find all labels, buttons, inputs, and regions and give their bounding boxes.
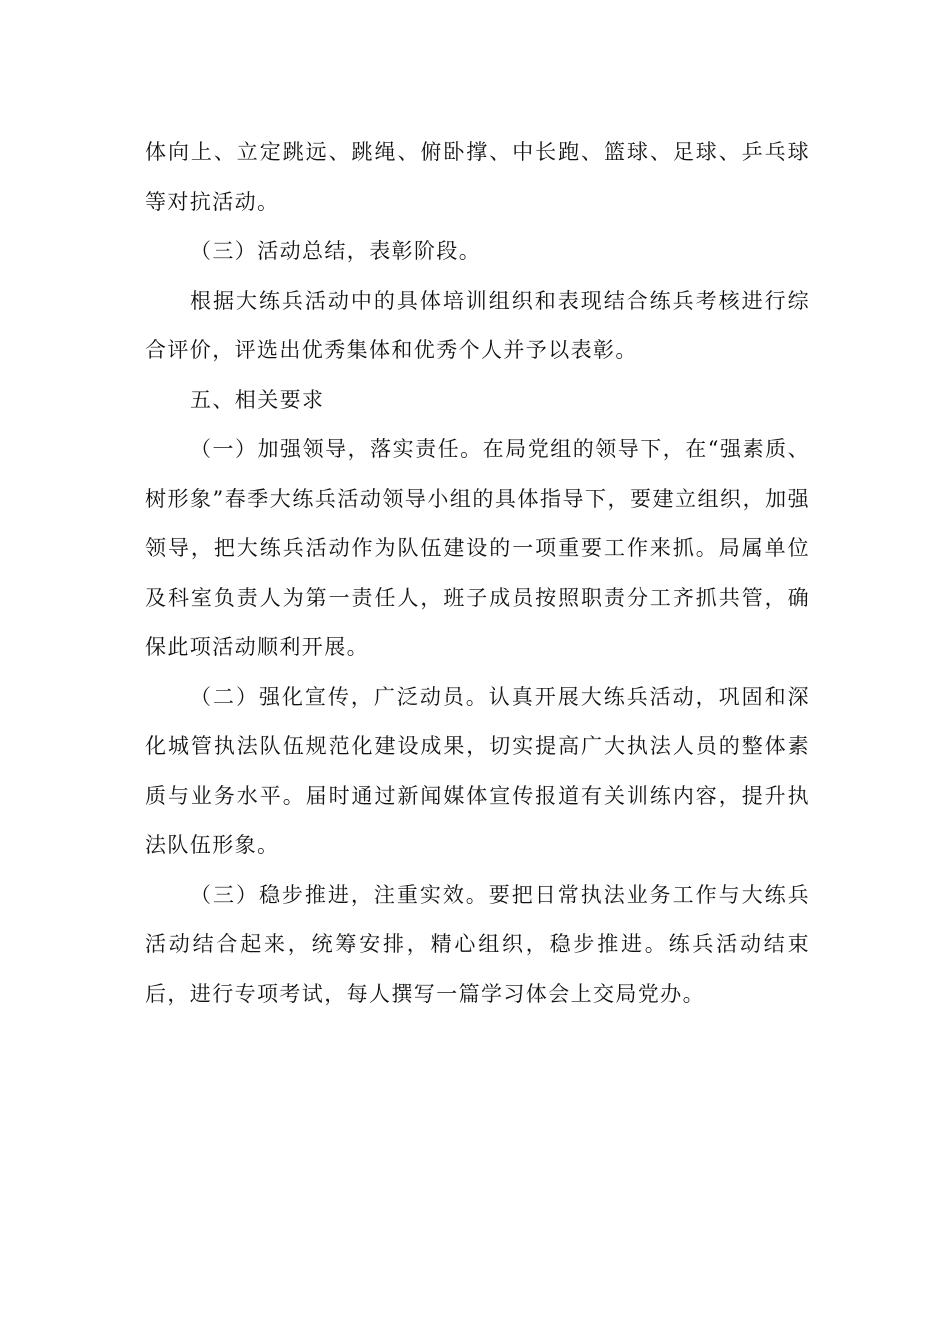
paragraph-continuation: 体向上、立定跳远、跳绳、俯卧撑、中长跑、篮球、足球、乒乓球等对抗活动。 (145, 140, 810, 214)
section-heading-requirements: 五、相关要求 (190, 387, 325, 412)
document-body (145, 128, 810, 1019)
paragraph-summary: 根据大练兵活动中的具体培训组织和表现结合练兵考核进行综合评价，评选出优秀集体和优秀个人并予以表彰。 (145, 288, 810, 362)
section-heading-summary: （三）活动总结，表彰阶段。 (190, 239, 482, 263)
paragraph-progress: （三）稳步推进，注重实效。要把日常执法业务工作与大练兵活动结合起来，统筹安排，精心组织，稳步推进。练兵活动结束后，进行专项考试，每人撰写一篇学习体会上交局党办。 (145, 882, 810, 1006)
paragraph-publicity: （二）强化宣传，广泛动员。认真开展大练兵活动，巩固和深化城管执法队伍规范化建设成果，切实提高广大执法人员的整体素质与业务水平。届时通过新闻媒体宣传报道有关训练内容，提升执法队伍形象。 (145, 684, 810, 857)
paragraph-leadership: （一）加强领导，落实责任。在局党组的领导下，在“强素质、树形象”春季大练兵活动领导小组的具体指导下，要建立组织，加强领导，把大练兵活动作为队伍建设的一项重要工作来抓。局属单位及科室负责人为第一责任人，班子成员按照职责分工齐抓共管，确保此项活动顺利开展。 (145, 437, 810, 659)
